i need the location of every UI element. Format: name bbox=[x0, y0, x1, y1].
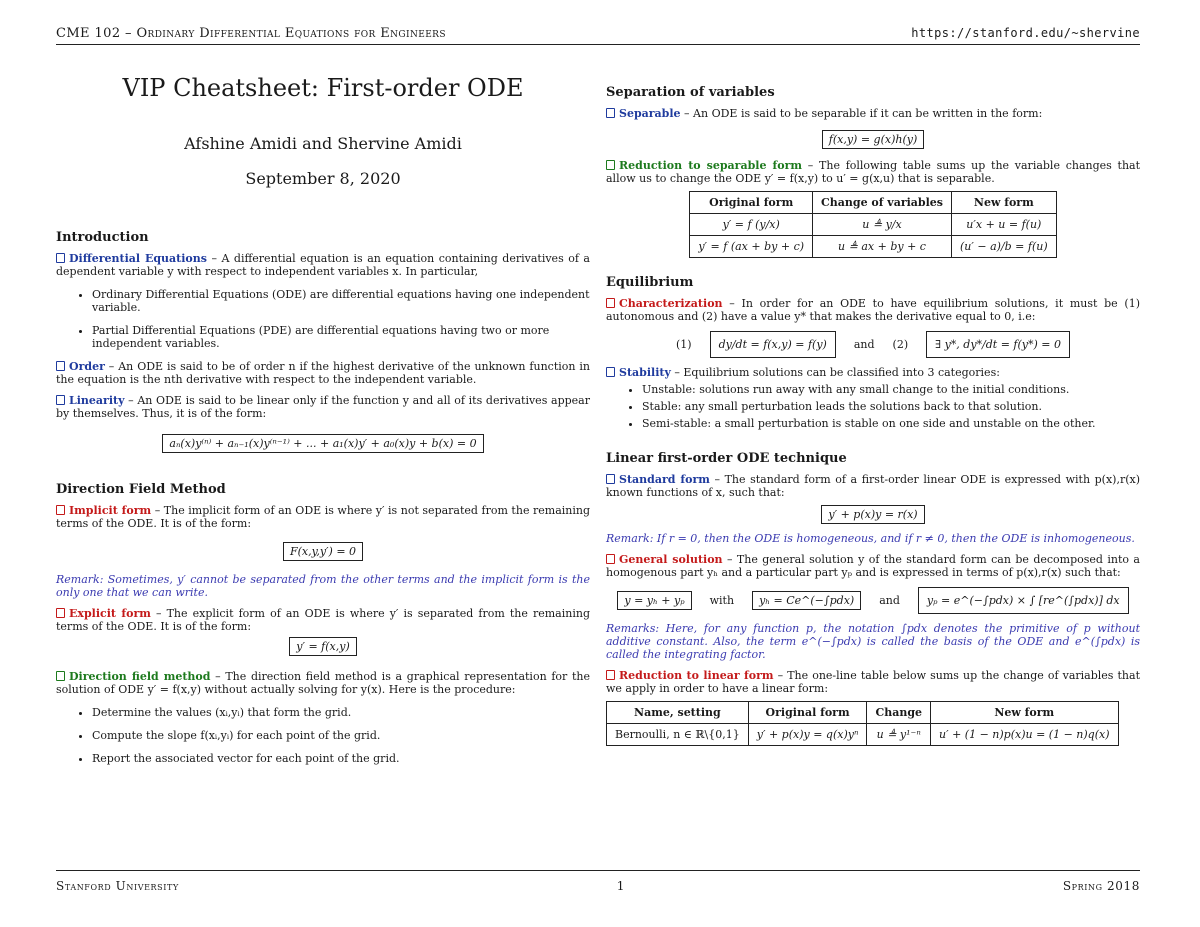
de-definition: Differential Equations – A differential equation is an equation containing derivatives of a dependent variable y with respect to independent variables x. In particular, bbox=[56, 252, 590, 278]
table-row bbox=[690, 236, 1056, 258]
implicit-definition: Implicit form – The implicit form of an ODE is where y′ is not separated from the remaining terms of the ODE. It is of the form: bbox=[56, 504, 591, 530]
characterization-term: Characterization bbox=[606, 297, 723, 310]
column-header: Change of variables bbox=[813, 192, 952, 214]
checkbox-icon bbox=[606, 160, 615, 170]
checkbox-icon bbox=[606, 298, 615, 308]
checkbox-icon bbox=[56, 671, 65, 681]
equilibrium-conditions bbox=[606, 331, 1140, 358]
list-item: • Semi-stable: a small perturbation is stable on one side and unstable on the other. bbox=[642, 417, 1140, 430]
table-cell: y′ + p(x)y = q(x)yⁿ bbox=[748, 724, 867, 746]
table-cell: y′ = f (ax + by + c) bbox=[690, 236, 813, 258]
table-cell: u′x + u = f(u) bbox=[952, 214, 1057, 236]
implicit-remark: Remark: Sometimes, y′ cannot be separated from the other terms and the implicit form is the only one that we can write. bbox=[56, 573, 590, 599]
table-row bbox=[690, 214, 1056, 236]
condition-1-equation: dy/dt = f(x,y) = f(y) bbox=[710, 331, 836, 358]
condition-2-equation: ∃ y*, dy*/dt = f(y*) = 0 bbox=[926, 331, 1070, 358]
right-column bbox=[606, 86, 1140, 752]
reduction-linear-definition: Reduction to linear form – The one-line table below sums up the change of variables that we apply in order to have a linear form: bbox=[606, 669, 1140, 695]
with-label: with bbox=[709, 594, 735, 607]
standard-form-definition: Standard form – The standard form of a first-order linear ODE is expressed with p(x),r(x) known functions of x, such that: bbox=[606, 473, 1140, 499]
condition-2-label: (2) bbox=[892, 338, 909, 351]
page-number: 1 bbox=[616, 879, 625, 893]
checkbox-icon bbox=[606, 474, 615, 484]
linear-table bbox=[606, 701, 1119, 746]
integrating-factor-remark: Remarks: Here, for any function p, the notation ∫pdx denotes the primitive of p without additive constant. Also, the term e^(−∫pdx) is called the basis of the ODE and e^(∫pdx) is called the integrating factor. bbox=[606, 622, 1140, 661]
list-item: • Stable: any small perturbation leads the solutions back to that solution. bbox=[642, 400, 1140, 413]
table-cell: Bernoulli, n ∈ ℝ\{0,1} bbox=[607, 724, 749, 746]
stability-definition: Stability – Equilibrium solutions can be classified into 3 categories: bbox=[606, 366, 1140, 379]
list-item: • Ordinary Differential Equations (ODE) are differential equations having one independent variable. bbox=[92, 288, 590, 314]
doc-title: VIP Cheatsheet: First-order ODE bbox=[122, 74, 524, 102]
general-solution-term: General solution bbox=[606, 553, 723, 566]
table-row bbox=[607, 724, 1119, 746]
header-rule bbox=[56, 44, 1140, 45]
section-linear: Linear first-order ODE technique bbox=[606, 451, 847, 466]
and-label: and bbox=[853, 338, 875, 351]
reduction-separable-definition: Reduction to separable form – The following table sums up the variable changes that allow us to change the ODE y′ = f(x,y) to u′ = g(x,u) that is separable. bbox=[606, 159, 1141, 185]
checkbox-icon bbox=[56, 395, 65, 405]
column-header: New form bbox=[931, 702, 1119, 724]
homogeneous-remark: Remark: If r = 0, then the ODE is homogeneous, and if r ≠ 0, then the ODE is inhomogeneous. bbox=[606, 532, 1135, 545]
table-cell: u′ + (1 − n)p(x)u = (1 − n)q(x) bbox=[931, 724, 1119, 746]
separable-definition: Separable – An ODE is said to be separable if it can be written in the form: bbox=[606, 107, 1140, 120]
table-cell: u ≜ ax + by + c bbox=[813, 236, 952, 258]
characterization-definition: Characterization – In order for an ODE to have equilibrium solutions, it must be (1) autonomous and (2) have a value y* that makes the derivative equal to 0, i.e: bbox=[606, 297, 1140, 323]
doc-authors: Afshine Amidi and Shervine Amidi bbox=[184, 134, 462, 153]
list-item: • Unstable: solutions run away with any small change to the initial conditions. bbox=[642, 383, 1140, 396]
section-introduction: Introduction bbox=[56, 230, 149, 245]
checkbox-icon bbox=[56, 253, 65, 263]
implicit-equation: F(x,y,y′) = 0 bbox=[56, 542, 590, 561]
dfm-term: Direction field method bbox=[56, 670, 210, 683]
dfm-definition: Direction field method – The direction field method is a graphical representation for the solution of ODE y′ = f(x,y) without actually solving for y(x). Here is the procedure: bbox=[56, 670, 590, 696]
checkbox-icon bbox=[606, 554, 615, 564]
explicit-definition: Explicit form – The explicit form of an ODE is where y′ is separated from the remaining terms of the ODE. It is of the form: bbox=[56, 607, 590, 633]
list-item: • Compute the slope f(xᵢ,yᵢ) for each point of the grid. bbox=[92, 729, 590, 742]
table-cell: u ≜ y¹⁻ⁿ bbox=[867, 724, 931, 746]
linearity-definition: Linearity – An ODE is said to be linear only if the function y and all of its derivatives appear by themselves. Thus, it is of the form: bbox=[56, 394, 590, 420]
section-equilibrium: Equilibrium bbox=[606, 275, 694, 290]
list-item: • Determine the values (xᵢ,yᵢ) that form the grid. bbox=[92, 706, 590, 719]
course-title: CME 102 – Ordinary Differential Equations for Engineers bbox=[56, 26, 446, 41]
checkbox-icon bbox=[56, 361, 65, 371]
checkbox-icon bbox=[606, 108, 615, 118]
ode-pde-list bbox=[56, 288, 590, 350]
explicit-equation: y′ = f(x,y) bbox=[56, 637, 590, 656]
linearity-term: Linearity bbox=[56, 394, 124, 407]
checkbox-icon bbox=[606, 367, 615, 377]
checkbox-icon bbox=[606, 670, 615, 680]
column-header: Name, setting bbox=[607, 702, 749, 724]
stability-list bbox=[606, 383, 1140, 430]
table-cell: y′ = f (y/x) bbox=[690, 214, 813, 236]
header-url[interactable]: https://stanford.edu/~shervine bbox=[911, 26, 1140, 40]
condition-1-label: (1) bbox=[675, 338, 692, 351]
standard-form-term: Standard form bbox=[606, 473, 710, 486]
column-header: Original form bbox=[690, 192, 813, 214]
page-header bbox=[56, 26, 1140, 41]
section-direction-field: Direction Field Method bbox=[56, 482, 226, 497]
left-column bbox=[56, 72, 590, 775]
page-footer bbox=[56, 879, 1140, 893]
table-cell: u ≜ y/x bbox=[813, 214, 952, 236]
checkbox-icon bbox=[56, 505, 65, 515]
general-solution-definition: General solution – The general solution y of the standard form can be decomposed into a homogenous part yₕ and a particular part yₚ and is expressed in terms of p(x),r(x) such that: bbox=[606, 553, 1140, 579]
general-solution-equations bbox=[606, 587, 1140, 614]
explicit-term: Explicit form bbox=[56, 607, 151, 620]
footer-institution: Stanford University bbox=[56, 879, 179, 893]
separable-equation: f(x,y) = g(x)h(y) bbox=[606, 130, 1140, 149]
de-term: Differential Equations bbox=[56, 252, 207, 265]
order-definition: Order – An ODE is said to be of order n if the highest derivative of the unknown function in the equation is the nth derivative with respect to the independent variable. bbox=[56, 360, 590, 386]
column-header: Change bbox=[867, 702, 931, 724]
separable-table bbox=[689, 191, 1056, 258]
reduction-separable-term: Reduction to separable form bbox=[606, 159, 802, 172]
reduction-linear-term: Reduction to linear form bbox=[606, 669, 774, 682]
standard-equation: y′ + p(x)y = r(x) bbox=[606, 505, 1140, 524]
linearity-equation: aₙ(x)y⁽ⁿ⁾ + aₙ₋₁(x)y⁽ⁿ⁻¹⁾ + ... + a₁(x)y′ + a₀(x)y + b(x) = 0 bbox=[56, 434, 590, 453]
general-equation: y = yₕ + yₚ bbox=[617, 591, 691, 610]
doc-date: September 8, 2020 bbox=[245, 169, 401, 188]
stability-term: Stability bbox=[606, 366, 671, 379]
dfm-steps bbox=[56, 706, 590, 765]
column-header: New form bbox=[952, 192, 1057, 214]
particular-equation: yₚ = e^(−∫pdx) × ∫ [re^(∫pdx)] dx bbox=[918, 587, 1129, 614]
table-cell: (u′ − a)/b = f(u) bbox=[952, 236, 1057, 258]
separable-term: Separable bbox=[606, 107, 681, 120]
order-term: Order bbox=[56, 360, 105, 373]
footer-term: Spring 2018 bbox=[1062, 879, 1140, 893]
homogeneous-equation: yₕ = Ce^(−∫pdx) bbox=[752, 591, 861, 610]
table-header-row bbox=[690, 192, 1056, 214]
implicit-term: Implicit form bbox=[56, 504, 151, 517]
list-item: • Partial Differential Equations (PDE) are differential equations having two or more independent variables. bbox=[92, 324, 590, 350]
table-header-row bbox=[607, 702, 1119, 724]
list-item: • Report the associated vector for each point of the grid. bbox=[92, 752, 590, 765]
column-header: Original form bbox=[748, 702, 867, 724]
footer-rule bbox=[56, 870, 1140, 871]
checkbox-icon bbox=[56, 608, 65, 618]
section-separation: Separation of variables bbox=[606, 85, 775, 100]
and-label: and bbox=[879, 594, 900, 607]
